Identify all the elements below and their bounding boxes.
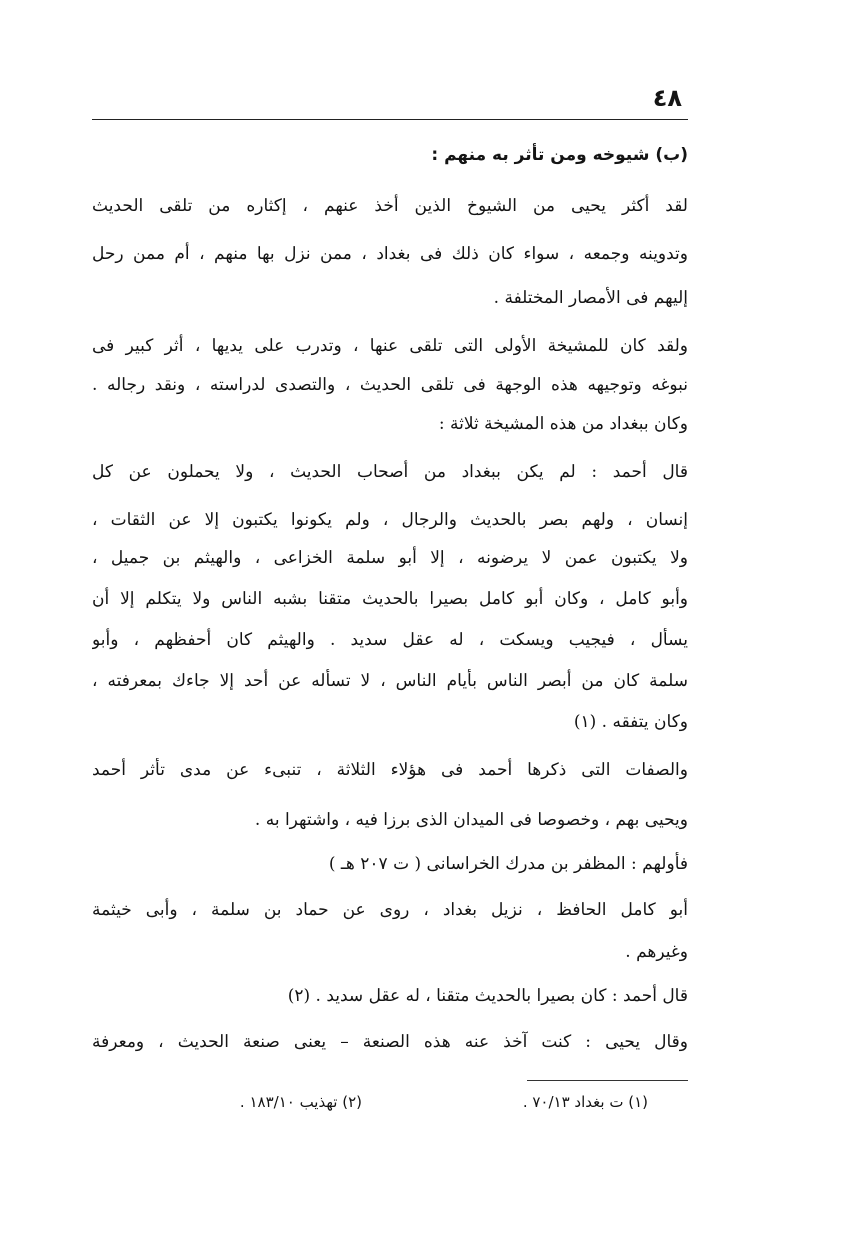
text-line: لقد أكثر يحيى من الشيوخ الذين أخذ عنهم ، إكثاره من تلقى الحديث [92, 196, 688, 216]
section-heading: (ب) شيوخه ومن تأثر به منهم : [431, 145, 688, 165]
text-line: نبوغه وتوجيهه هذه الوجهة فى تلقى الحديث ، والتصدى لدراسته ، ونقد رجاله . [92, 375, 688, 395]
footnote-rule [527, 1080, 688, 1081]
text-line: وتدوينه وجمعه ، سواء كان ذلك فى بغداد ، ممن نزل بها منهم ، أم ممن رحل [92, 244, 688, 264]
text-line: سلمة كان من أبصر الناس بأيام الناس ، لا تسأله عن أحد إلا جاءك بمعرفته ، [92, 671, 688, 691]
text-line: ويحيى بهم ، وخصوصا فى الميدان الذى برزا فيه ، واشتهرا به . [254, 810, 688, 830]
text-line: يسأل ، فيجيب ويسكت ، له عقل سديد . والهيثم كان أحفظهم ، وأبو [92, 630, 688, 650]
text-line: إنسان ، ولهم بصر بالحديث والرجال ، ولم يكونوا يكتبون إلا عن الثقات ، [92, 510, 688, 530]
footnote-1: (١) ت بغداد ٧٠/١٣ . [522, 1093, 648, 1111]
text-line: ولقد كان للمشيخة الأولى التى تلقى عنها ، وتدرب على يديها ، أثر كبير فى [92, 336, 688, 356]
text-line: وغيرهم . [625, 942, 688, 962]
header-rule [92, 119, 688, 120]
text-line: والصفات التى ذكرها أحمد فى هؤلاء الثلاثة ، تنبىء عن مدى تأثر أحمد [92, 760, 688, 780]
text-line: وكان يتفقه . (١) [573, 712, 688, 732]
text-line: قال أحمد : كان بصيرا بالحديث متقنا ، له عقل سديد . (٢) [287, 986, 688, 1006]
footnote-2: (٢) تهذيب ١٨٣/١٠ . [239, 1093, 362, 1111]
text-line: وأبو كامل ، وكان أبو كامل بصيرا بالحديث متقنا بشبه الناس ولا يتكلم إلا أن [92, 589, 688, 609]
text-line: قال أحمد : لم يكن ببغداد من أصحاب الحديث ، ولا يحملون عن كل [92, 462, 688, 482]
text-line: فأولهم : المظفر بن مدرك الخراسانى ( ت ٢٠٧ هـ ) [328, 854, 688, 874]
text-line: إليهم فى الأمصار المختلفة . [493, 288, 688, 308]
text-line: وكان ببغداد من هذه المشيخة ثلاثة : [438, 414, 688, 434]
text-line: أبو كامل الحافظ ، نزيل بغداد ، روى عن حماد بن سلمة ، وأبى خيثمة [92, 900, 688, 920]
text-line: ولا يكتبون عمن لا يرضونه ، إلا أبو سلمة الخزاعى ، والهيثم بن جميل ، [92, 548, 688, 568]
page-number: ٤٨ [652, 84, 682, 112]
text-line: وقال يحيى : كنت آخذ عنه هذه الصنعة – يعنى صنعة الحديث ، ومعرفة [92, 1032, 688, 1052]
